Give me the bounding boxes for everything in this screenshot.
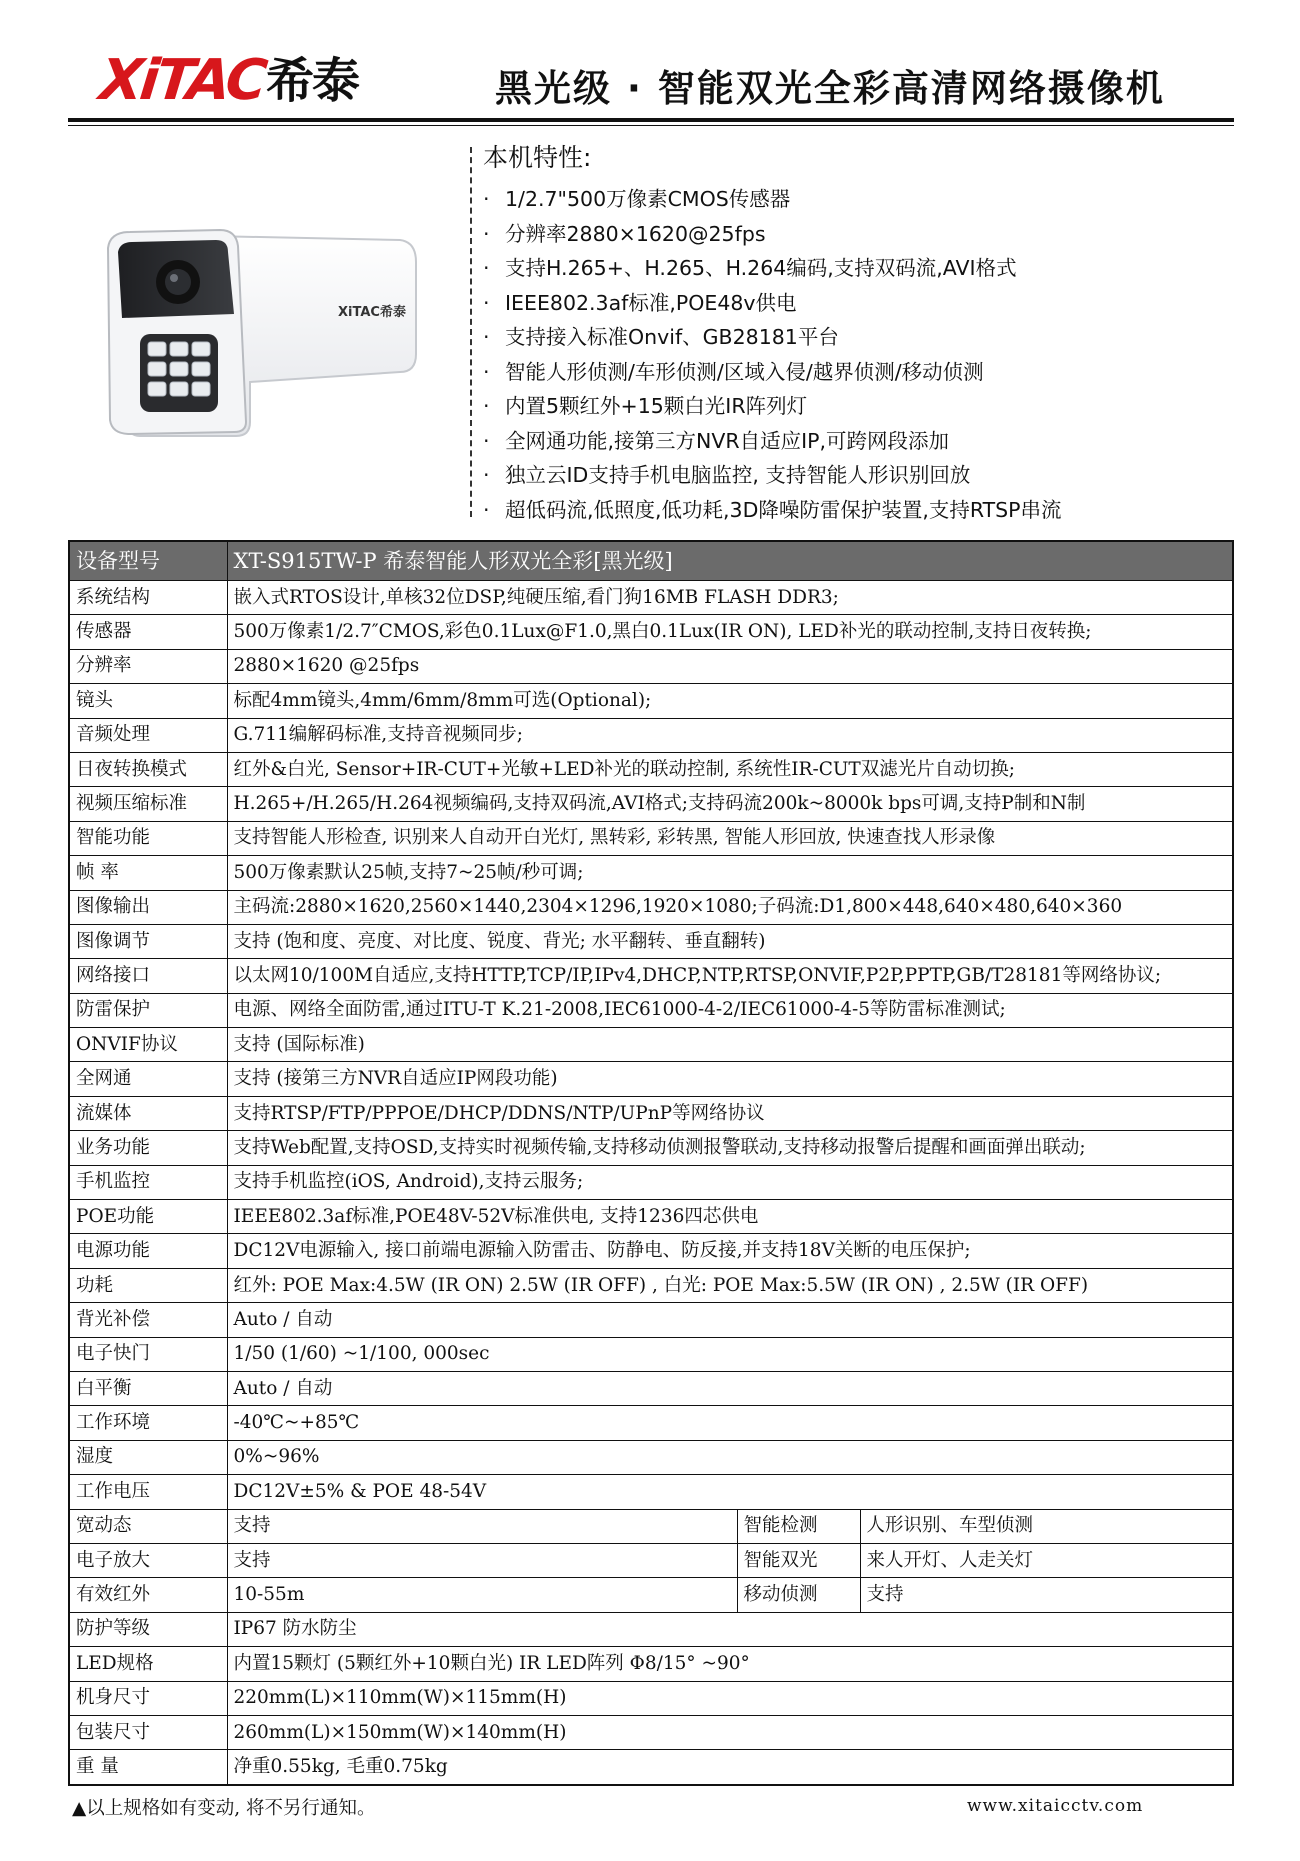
spec-label: 电子放大 <box>69 1543 227 1577</box>
spec-label: 分辨率 <box>69 649 227 683</box>
bullet: · <box>483 359 490 384</box>
spec-row <box>69 1475 1233 1509</box>
spec-value: 260mm(L)×150mm(W)×140mm(H) <box>227 1715 1233 1749</box>
spec-split-row <box>69 1543 1233 1577</box>
feature-item <box>483 182 1062 217</box>
spec-value: 220mm(L)×110mm(W)×115mm(H) <box>227 1681 1233 1715</box>
spec-row <box>69 1200 1233 1234</box>
spec-label: 设备型号 <box>69 541 227 581</box>
spec-row <box>69 1303 1233 1337</box>
spec-row <box>69 1371 1233 1405</box>
spec-label: 功耗 <box>69 1268 227 1302</box>
spec-label: 手机监控 <box>69 1165 227 1199</box>
spec-value: 支持RTSP/FTP/PPPOE/DHCP/DDNS/NTP/UPnP等网络协议 <box>227 1096 1233 1130</box>
spec-value: 10-55m <box>227 1578 737 1612</box>
spec-row <box>69 856 1233 890</box>
feature-text: IEEE802.3af标准,POE48v供电 <box>505 290 797 315</box>
spec-value: 500万像素1/2.7″CMOS,彩色0.1Lux@F1.0,黑白0.1Lux(IR ON), LED补光的联动控制,支持日夜转换; <box>227 615 1233 649</box>
spec-value: 支持 (国际标准) <box>227 1028 1233 1062</box>
feature-text: 智能人形侦测/车形侦测/区域入侵/越界侦测/移动侦测 <box>505 359 984 384</box>
feature-text: 内置5颗红外+15颗白光IR阵列灯 <box>505 394 808 418</box>
bullet: · <box>483 497 490 522</box>
spec-value: XT-S915TW-P 希泰智能人形双光全彩[黑光级] <box>227 541 1233 581</box>
feature-item <box>483 493 1062 528</box>
spec-value: 支持手机监控(iOS, Android),支持云服务; <box>227 1165 1233 1199</box>
header-divider-thick <box>68 118 1234 122</box>
feature-text: 超低码流,低照度,低功耗,3D降噪防雷保护装置,支持RTSP串流 <box>505 497 1062 522</box>
bullet: · <box>483 221 490 246</box>
feature-item <box>483 458 1062 493</box>
spec-label: 工作环境 <box>69 1406 227 1440</box>
spec-label: 防雷保护 <box>69 993 227 1027</box>
spec-value: 支持 (接第三方NVR自适应IP网段功能) <box>227 1062 1233 1096</box>
spec-label: 图像调节 <box>69 924 227 958</box>
spec-row <box>69 1131 1233 1165</box>
spec-label: 帧 率 <box>69 856 227 890</box>
feature-item <box>483 389 1062 424</box>
spec-value: 支持 (饱和度、亮度、对比度、锐度、背光; 水平翻转、垂直翻转) <box>227 924 1233 958</box>
spec-value: 支持智能人形检查, 识别来人自动开白光灯, 黑转彩, 彩转黑, 智能人形回放, 快速查找人形录像 <box>227 821 1233 855</box>
bullet: · <box>483 290 490 315</box>
feature-item <box>483 424 1062 459</box>
spec-value: 2880×1620 @25fps <box>227 649 1233 683</box>
spec-value: IP67 防水防尘 <box>227 1612 1233 1646</box>
spec-label: 背光补偿 <box>69 1303 227 1337</box>
spec-row <box>69 1234 1233 1268</box>
spec-value: 支持 <box>860 1578 1233 1612</box>
spec-label: 全网通 <box>69 1062 227 1096</box>
spec-label: 重 量 <box>69 1750 227 1785</box>
spec-value: 来人开灯、人走关灯 <box>860 1543 1233 1577</box>
spec-label: LED规格 <box>69 1647 227 1681</box>
spec-value: -40℃~+85℃ <box>227 1406 1233 1440</box>
spec-row <box>69 1612 1233 1646</box>
spec-label: 有效红外 <box>69 1578 227 1612</box>
feature-text: 分辨率2880×1620@25fps <box>505 221 766 246</box>
feature-item <box>483 320 1062 355</box>
spec-label: 电源功能 <box>69 1234 227 1268</box>
spec-label: 传感器 <box>69 615 227 649</box>
spec-label: 包装尺寸 <box>69 1715 227 1749</box>
page-title: 黑光级 · 智能双光全彩高清网络摄像机 <box>495 67 1165 110</box>
spec-row <box>69 1096 1233 1130</box>
spec-value: 红外: POE Max:4.5W (IR ON) 2.5W (IR OFF) , 白光: POE Max:5.5W (IR ON) , 2.5W (IR OFF) <box>227 1268 1233 1302</box>
spec-row <box>69 890 1233 924</box>
feature-text: 独立云ID支持手机电脑监控, 支持智能人形识别回放 <box>505 463 971 487</box>
camera-brand-label: XiTAC希泰 <box>338 305 406 320</box>
feature-text: 全网通功能,接第三方NVR自适应IP,可跨网段添加 <box>505 428 950 453</box>
spec-row <box>69 993 1233 1027</box>
spec-split-row <box>69 1578 1233 1612</box>
bullet: · <box>483 428 490 453</box>
spec-value: 500万像素默认25帧,支持7~25帧/秒可调; <box>227 856 1233 890</box>
feature-item <box>483 251 1062 286</box>
spec-row <box>69 1647 1233 1681</box>
spec-row <box>69 581 1233 615</box>
spec-value: 电源、网络全面防雷,通过ITU-T K.21-2008,IEC61000-4-2/IEC61000-4-5等防雷标准测试; <box>227 993 1233 1027</box>
spec-row <box>69 1028 1233 1062</box>
spec-row <box>69 787 1233 821</box>
spec-label: 湿度 <box>69 1440 227 1474</box>
feature-item <box>483 217 1062 252</box>
spec-label: 业务功能 <box>69 1131 227 1165</box>
features-divider <box>470 147 472 517</box>
logo-chinese-text: 希泰 <box>265 53 358 109</box>
spec-header-row <box>69 541 1233 581</box>
spec-value: 嵌入式RTOS设计,单核32位DSP,纯硬压缩,看门狗16MB FLASH DDR3; <box>227 581 1233 615</box>
features-list <box>483 182 1062 527</box>
spec-row <box>69 649 1233 683</box>
bullet: · <box>483 325 490 349</box>
spec-value: 支持 <box>227 1509 737 1543</box>
feature-text: 支持H.265+、H.265、H.264编码,支持双码流,AVI格式 <box>505 256 1017 280</box>
spec-label: 音频处理 <box>69 718 227 752</box>
spec-value: 人形识别、车型侦测 <box>860 1509 1233 1543</box>
features-title: 本机特性: <box>483 143 592 172</box>
spec-label: 电子快门 <box>69 1337 227 1371</box>
spec-row <box>69 1268 1233 1302</box>
spec-split-row <box>69 1509 1233 1543</box>
spec-label: 智能双光 <box>737 1543 860 1577</box>
spec-value: Auto / 自动 <box>227 1371 1233 1405</box>
bullet: · <box>483 187 490 211</box>
logo-latin-text: XiTAC <box>96 48 268 113</box>
spec-value: DC12V±5% & POE 48-54V <box>227 1475 1233 1509</box>
spec-value: Auto / 自动 <box>227 1303 1233 1337</box>
spec-label: POE功能 <box>69 1200 227 1234</box>
spec-label: 智能功能 <box>69 821 227 855</box>
spec-row <box>69 1681 1233 1715</box>
spec-label: 图像输出 <box>69 890 227 924</box>
spec-row <box>69 1406 1233 1440</box>
spec-value: 红外&白光, Sensor+IR-CUT+光敏+LED补光的联动控制, 系统性IR-CUT双滤光片自动切换; <box>227 752 1233 786</box>
feature-text: 1/2.7"500万像素CMOS传感器 <box>505 187 791 211</box>
spec-label: 流媒体 <box>69 1096 227 1130</box>
spec-value: DC12V电源输入, 接口前端电源输入防雷击、防静电、防反接,并支持18V关断的电压保护; <box>227 1234 1233 1268</box>
spec-label: 宽动态 <box>69 1509 227 1543</box>
spec-value: 净重0.55kg, 毛重0.75kg <box>227 1750 1233 1785</box>
spec-value: 支持 <box>227 1543 737 1577</box>
spec-row <box>69 752 1233 786</box>
spec-row <box>69 615 1233 649</box>
spec-label: 日夜转换模式 <box>69 752 227 786</box>
spec-row <box>69 718 1233 752</box>
spec-label: ONVIF协议 <box>69 1028 227 1062</box>
spec-label: 移动侦测 <box>737 1578 860 1612</box>
spec-value: G.711编解码标准,支持音视频同步; <box>227 718 1233 752</box>
bullet: · <box>483 394 490 418</box>
spec-value: 以太网10/100M自适应,支持HTTP,TCP/IP,IPv4,DHCP,NTP,RTSP,ONVIF,P2P,PPTP,GB/T28181等网络协议; <box>227 959 1233 993</box>
spec-value: 标配4mm镜头,4mm/6mm/8mm可选(Optional); <box>227 684 1233 718</box>
footer-website: www.xitaicctv.com <box>967 1796 1144 1816</box>
spec-label: 视频压缩标准 <box>69 787 227 821</box>
spec-label: 防护等级 <box>69 1612 227 1646</box>
spec-label: 机身尺寸 <box>69 1681 227 1715</box>
spec-row <box>69 684 1233 718</box>
spec-row <box>69 959 1233 993</box>
spec-table <box>68 540 1234 1786</box>
camera-product-image <box>100 222 420 438</box>
feature-item <box>483 286 1062 321</box>
spec-row <box>69 821 1233 855</box>
bullet: · <box>483 463 490 487</box>
spec-row <box>69 924 1233 958</box>
bullet: · <box>483 256 490 280</box>
spec-value: 支持Web配置,支持OSD,支持实时视频传输,支持移动侦测报警联动,支持移动报警后提醒和画面弹出联动; <box>227 1131 1233 1165</box>
spec-value: H.265+/H.265/H.264视频编码,支持双码流,AVI格式;支持码流200k~8000k bps可调,支持P制和N制 <box>227 787 1233 821</box>
brand-logo <box>96 48 358 113</box>
spec-label: 镜头 <box>69 684 227 718</box>
spec-row <box>69 1337 1233 1371</box>
spec-value: 0%~96% <box>227 1440 1233 1474</box>
feature-text: 支持接入标准Onvif、GB28181平台 <box>505 325 839 349</box>
spec-label: 智能检测 <box>737 1509 860 1543</box>
spec-value: IEEE802.3af标准,POE48V-52V标准供电, 支持1236四芯供电 <box>227 1200 1233 1234</box>
spec-row <box>69 1750 1233 1785</box>
spec-label: 网络接口 <box>69 959 227 993</box>
footer-disclaimer: ▲以上规格如有变动, 将不另行通知。 <box>72 1798 376 1819</box>
header-divider-thin <box>68 125 1234 126</box>
spec-value: 主码流:2880×1620,2560×1440,2304×1296,1920×1080;子码流:D1,800×448,640×480,640×360 <box>227 890 1233 924</box>
spec-label: 工作电压 <box>69 1475 227 1509</box>
spec-row <box>69 1165 1233 1199</box>
spec-row <box>69 1062 1233 1096</box>
spec-label: 系统结构 <box>69 581 227 615</box>
spec-label: 白平衡 <box>69 1371 227 1405</box>
spec-value: 1/50 (1/60) ~1/100, 000sec <box>227 1337 1233 1371</box>
spec-row <box>69 1440 1233 1474</box>
feature-item <box>483 355 1062 390</box>
spec-row <box>69 1715 1233 1749</box>
spec-value: 内置15颗灯 (5颗红外+10颗白光) IR LED阵列 Φ8/15° ~90° <box>227 1647 1233 1681</box>
